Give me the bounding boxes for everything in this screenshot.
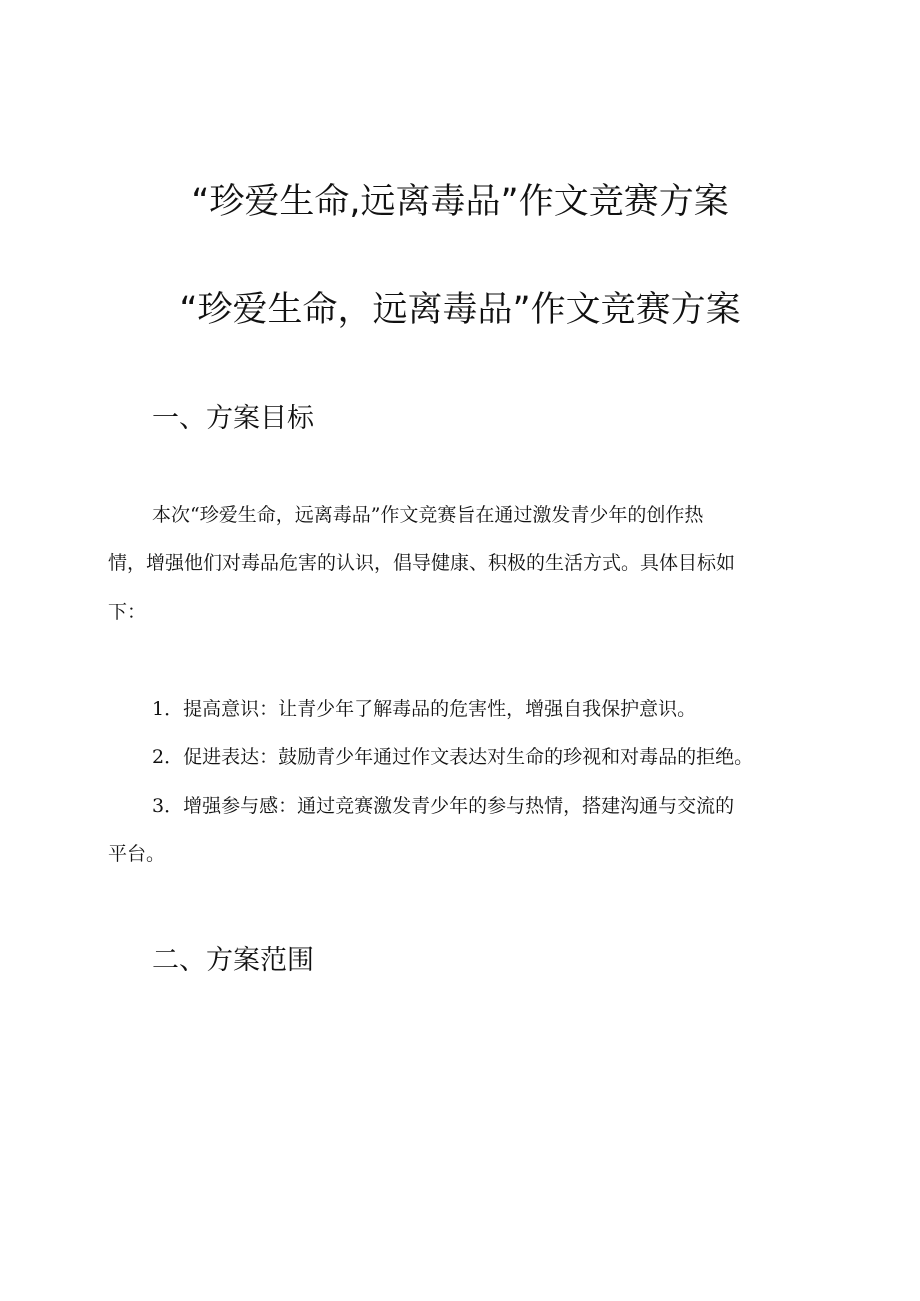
list-item: 2．促进表达：鼓励青少年通过作文表达对生命的珍视和对毒品的拒绝。	[152, 746, 754, 768]
document-title: “珍爱生命,远离毒品”作文竞赛方案	[191, 182, 729, 222]
list-item: 3．增强参与感：通过竞赛激发青少年的参与热情，搭建沟通与交流的	[152, 795, 735, 817]
intro-line: 下：	[108, 601, 147, 623]
document-subtitle: “珍爱生命，远离毒品”作文竞赛方案	[179, 290, 741, 330]
intro-line: 情，增强他们对毒品危害的认识，倡导健康、积极的生活方式。具体目标如	[108, 552, 736, 574]
list-item: 1．提高意识：让青少年了解毒品的危害性，增强自我保护意识。	[152, 698, 697, 720]
intro-line: 本次“珍爱生命，远离毒品”作文竞赛旨在通过激发青少年的创作热	[152, 504, 704, 526]
section-heading-scope: 二、方案范围	[152, 945, 314, 976]
list-item-continuation: 平台。	[108, 843, 166, 865]
section-heading-objectives: 一、方案目标	[152, 403, 314, 434]
